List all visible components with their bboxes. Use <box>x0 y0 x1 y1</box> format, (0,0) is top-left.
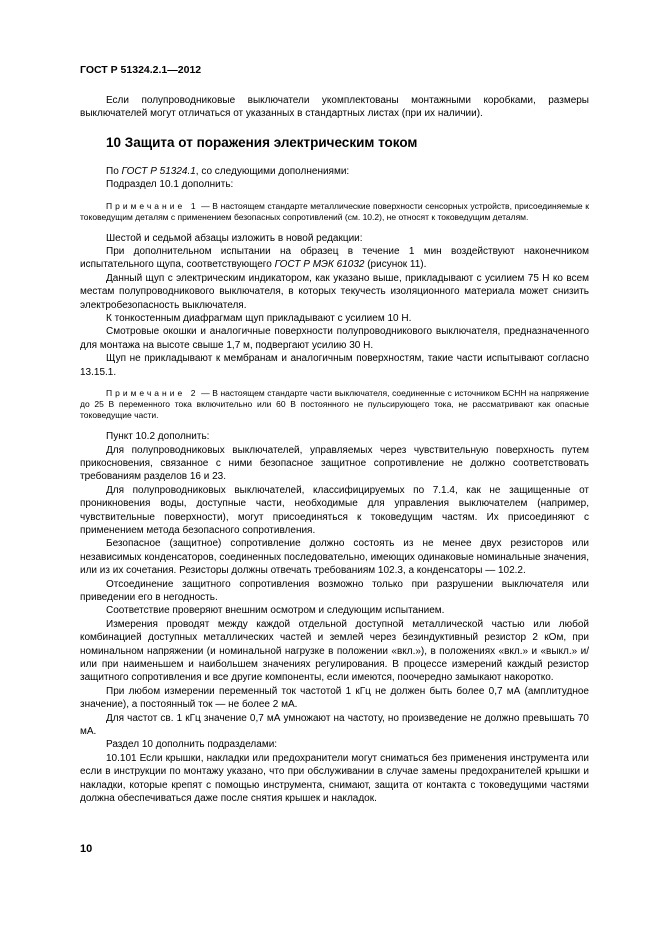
paragraph: Раздел 10 дополнить подразделами: <box>106 739 278 751</box>
section-title: 10 Защита от поражения электрическим током <box>106 134 418 150</box>
paragraph: Для полупроводниковых выключателей, управляемых через чувствительную поверхность путем прикосновения, связанное с ними безопасное защитное сопротивление не должно соответствовать требованиям разделов 16 и 23. <box>80 444 589 483</box>
subsection-instruction: Подраздел 10.1 дополнить: <box>106 179 234 191</box>
paragraph: При дополнительном испытании на образец в течение 1 мин воздействуют наконечником испытательного щупа, соответствующего ГОСТ Р МЭК 61032 (рисунок 11). <box>80 246 589 271</box>
paragraph: Соответствие проверяют внешним осмотром и следующим испытанием. <box>106 605 445 617</box>
paragraph: При любом измерении переменный ток частотой 1 кГц не должен быть более 0,7 мА (амплитудное значение), а постоянный ток — не более 2 мА. <box>80 685 589 711</box>
paragraph: Для частот св. 1 кГц значение 0,7 мА умножают на частоту, но произведение не должно превышать 70 мА. <box>80 712 589 738</box>
paragraph: Шестой и седьмой абзацы изложить в новой редакции: <box>106 232 363 244</box>
note-2: Примечание 2 — В настоящем стандарте части выключателя, соединенные с источником БСНН на напряжение до 25 В переменного тока включительно или 60 В постоянного не пульсирующего тока, не рассматривают как опасные токоведущие части. <box>80 388 589 421</box>
paragraph: Пункт 10.2 дополнить: <box>106 431 210 443</box>
reference-paragraph: По ГОСТ Р 51324.1, со следующими дополнениями: <box>106 165 350 177</box>
note-1: Примечание 1 — В настоящем стандарте металлические поверхности сенсорных устройств, присоединяемые к токоведущим деталям с применением безопасных сопротивлений (см. 10.2), не относят к токоведущим деталям. <box>80 200 589 222</box>
paragraph: Отсоединение защитного сопротивления возможно только при разрушении выключателя или приведении его в негодность. <box>80 578 589 603</box>
paragraph: К тонкостенным диафрагмам щуп прикладывают с усилием 10 Н. <box>106 313 412 325</box>
paragraph: 10.101 Если крышки, накладки или предохранители могут сниматься без применения инструмента или если в инструкции по монтажу указано, что при обслуживании в случае замены предохранителей крышки и накладки, которые крепят с помощью инструмента, снимают, защита от контакта с токоведущими частями должна обеспечиваться даже после снятия крышек и накладок. <box>80 752 589 805</box>
paragraph: Измерения проводят между каждой отдельной доступной металлической частью или любой комбинацией доступных металлических частей и землей через безиндуктивный резистор 2 кОм, при номинальном напряжении (и номинальной нагрузке в положении «вкл.»), в положениях «вкл.» и «выкл.» и/или при наименьшем и наибольшем значениях регулирования. В процессе измерений каждый резистор защитного сопротивления и все другие компоненты, если имеются, поочередно замыкают накоротко. <box>80 618 589 684</box>
standard-reference: ГОСТ Р МЭК 61032 <box>274 259 365 271</box>
intro-paragraph: Если полупроводниковые выключатели укомплектованы монтажными коробками, размеры выключателей могут отличаться от указанных в стандартных листах (при их наличии). <box>80 95 589 120</box>
paragraph: Для полупроводниковых выключателей, классифицируемых по 7.1.4, как не защищенные от проникновения воды, доступные части, необходимые для управления выключателем (например, чувствительные поверхности), могут присоединяться к токоведущим частям. Их присоединяют с применением метода безопасного сопротивления. <box>80 484 589 536</box>
paragraph: Щуп не прикладывают к мембранам и аналогичным поверхностям, такие части испытывают согласно 13.15.1. <box>80 353 589 378</box>
paragraph: Безопасное (защитное) сопротивление должно состоять из не менее двух резисторов или независимых конденсаторов, соединенных последовательно, имеющих одинаковые номинальные значения, или из их сочетания. Резисторы должны отвечать требованиям 102.3, а конденсаторы — 102.2. <box>80 538 589 577</box>
document-header: ГОСТ Р 51324.2.1—2012 <box>80 64 202 76</box>
page-number: 10 <box>80 843 93 855</box>
standard-reference: ГОСТ Р 51324.1 <box>121 165 196 177</box>
page-body <box>80 94 589 805</box>
paragraph: Смотровые окошки и аналогичные поверхности полупроводникового выключателя, предназначенного для монтажа на высоте свыше 1,7 м, подвергают усилию 30 Н. <box>80 326 589 351</box>
note-label: Примечание 1 <box>106 200 199 211</box>
paragraph: Данный щуп с электрическим индикатором, как указано выше, прикладывают с усилием 75 Н ко всем местам полупроводникового выключателя, в которых текучесть изоляционного материала может снизить электробезопасность выключателя. <box>80 272 589 311</box>
note-label: Примечание 2 <box>106 388 199 399</box>
